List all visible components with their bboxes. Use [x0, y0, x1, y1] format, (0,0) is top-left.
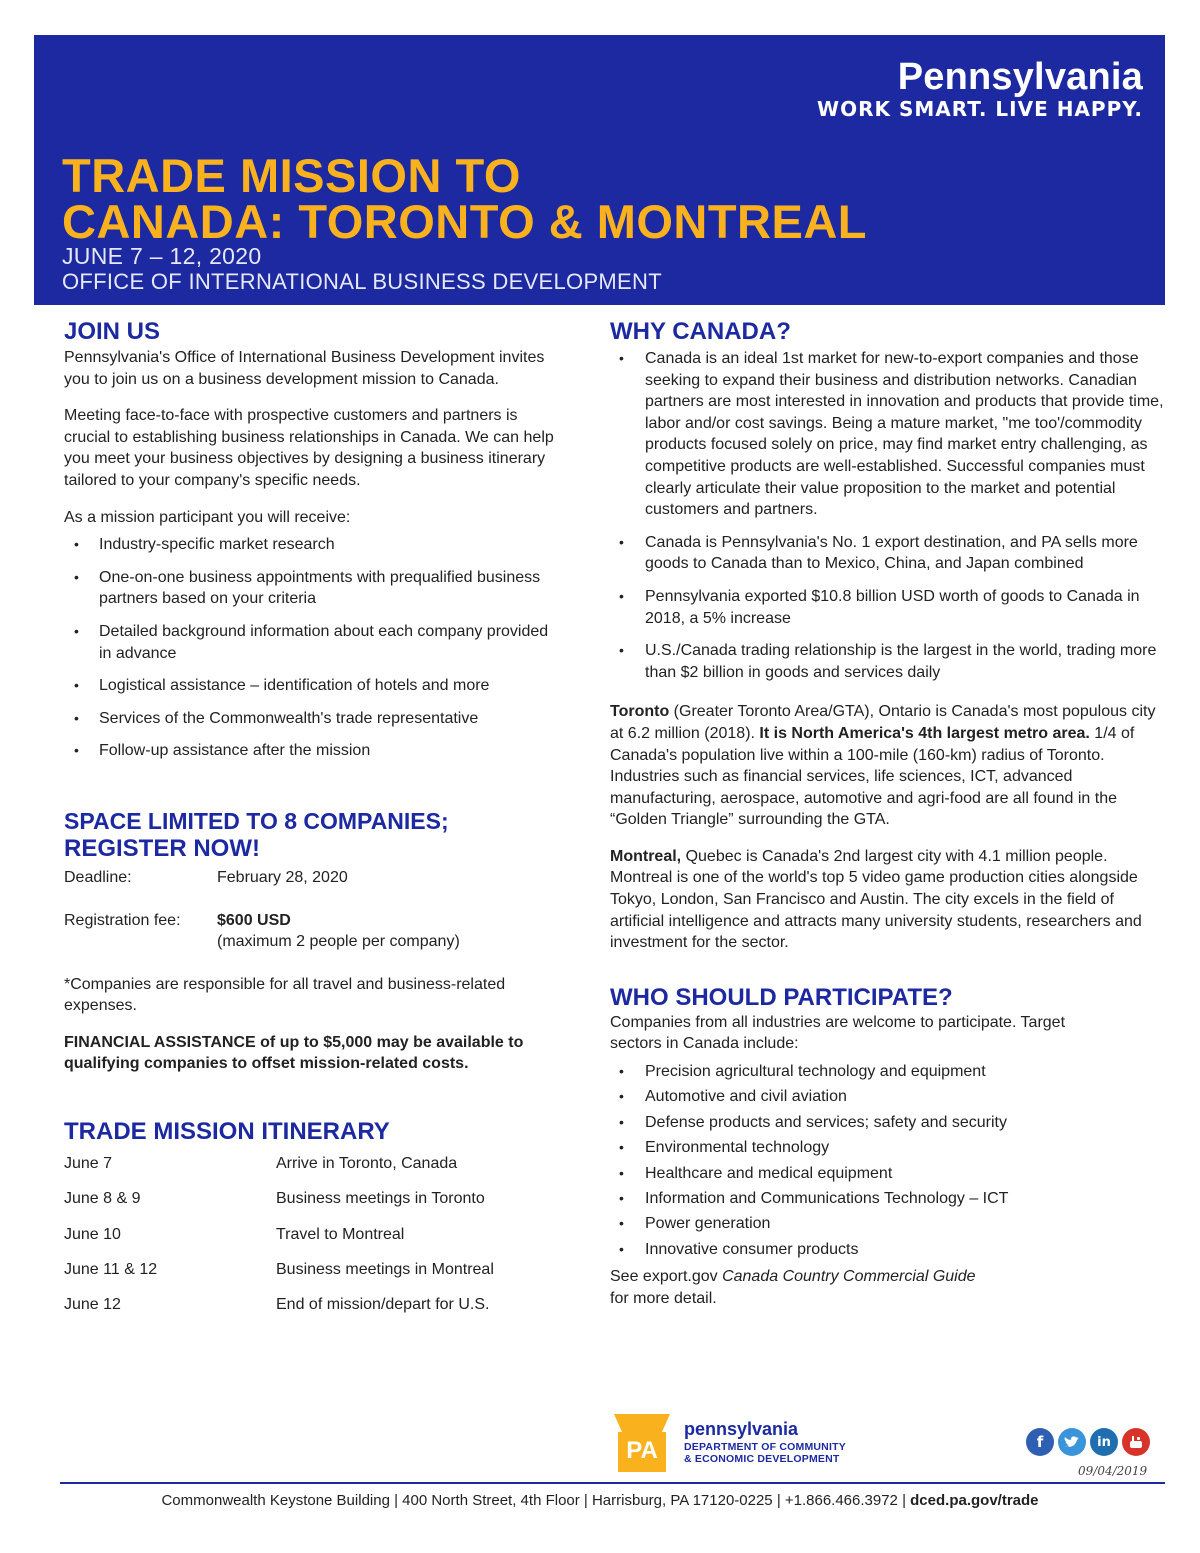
benefits-list	[64, 534, 564, 762]
why-canada-heading: WHY CANADA?	[610, 318, 791, 345]
join-us-heading: JOIN US	[64, 318, 161, 345]
itinerary-row: June 7 Arrive in Toronto, Canada	[64, 1155, 458, 1173]
list-item: • Precision agricultural technology and equipment	[610, 1061, 1170, 1083]
footer-divider	[60, 1482, 1165, 1484]
bullet-icon: •	[619, 1240, 624, 1257]
itinerary-row: June 8 & 9 Business meetings in Toronto	[64, 1190, 485, 1208]
footer-address: Commonwealth Keystone Building | 400 North Street, 4th Floor | Harrisburg, PA 17120-0225 | +1.866.466.3972 | dced.pa.gov/trade	[161, 1492, 1039, 1509]
list-item: • Pennsylvania exported $10.8 billion USD worth of goods to Canada in 2018, a 5% increase	[619, 587, 1140, 627]
brand-logo	[817, 57, 1143, 121]
title-line-2: CANADA: TORONTO & MONTREAL	[62, 195, 868, 248]
financial-assistance: FINANCIAL ASSISTANCE of up to $5,000 may be available to qualifying companies to offset mission-related costs.	[64, 1033, 524, 1073]
list-item: • U.S./Canada trading relationship is the largest in the world, trading more than $2 billion in goods and services daily	[619, 642, 1157, 681]
why-canada-list	[610, 348, 1170, 683]
bullet-icon: •	[619, 1164, 624, 1181]
deadline-label: Deadline:	[64, 868, 132, 886]
logo-department-1: DEPARTMENT OF COMMUNITY	[684, 1441, 846, 1453]
list-item: • Information and Communications Technology – ICT	[610, 1188, 1170, 1210]
expenses-note: *Companies are responsible for all travel and business-related expenses.	[64, 975, 506, 1015]
itinerary-row: June 12 End of mission/depart for U.S.	[64, 1296, 490, 1314]
list-item: • Healthcare and medical equipment	[610, 1163, 1170, 1185]
list-item: • Canada is Pennsylvania's No. 1 export destination, and PA sells more goods to Canada than to Mexico, China, and Japan combined	[619, 533, 1138, 573]
brand-name: Pennsylvania	[897, 56, 1143, 98]
facebook-icon[interactable]: f	[1026, 1428, 1054, 1456]
list-item: • Defense products and services; safety and security	[610, 1112, 1170, 1134]
list-item: • Industry-specific market research	[64, 534, 564, 556]
bullet-icon: •	[619, 1215, 624, 1232]
linkedin-icon[interactable]: in	[1090, 1428, 1118, 1456]
list-item: • Detailed background information about each company provided in advance	[74, 622, 549, 662]
bullet-icon: •	[619, 350, 624, 366]
bullet-icon: •	[74, 622, 79, 639]
social-links	[1026, 1428, 1150, 1456]
date-stamp: 09/04/2019	[1078, 1464, 1148, 1478]
join-us-paragraph-1: Pennsylvania's Office of International Business Development invites you to join us on a business development mission to Canada.	[64, 349, 545, 388]
bullet-icon: •	[74, 709, 79, 726]
bullet-icon: •	[74, 568, 79, 585]
list-item: • Power generation	[610, 1213, 1170, 1235]
bullet-icon: •	[619, 533, 624, 550]
bullet-icon: •	[619, 1113, 624, 1130]
bullet-icon: •	[74, 742, 79, 759]
montreal-paragraph: Montreal, Quebec is Canada's 2nd largest city with 4.1 million people. Montreal is one of the world's top 5 video game production cities alongside Tokyo, London, San Francisco and Austin. The city excels in the field of artificial intelligence and attracts many university students, researchers and investment for the sector.	[610, 847, 1142, 952]
join-us-paragraph-3: As a mission participant you will receive:	[64, 508, 351, 526]
list-item: • Services of the Commonwealth's trade representative	[64, 708, 564, 730]
list-item: • Innovative consumer products	[610, 1239, 1170, 1261]
join-us-paragraph-2: Meeting face-to-face with prospective customers and partners is crucial to establishing business relationships in Canada. We can help you meet your business objectives by designing a business itinerary tailored to your company's specific needs.	[64, 407, 554, 489]
bullet-icon: •	[619, 587, 624, 604]
list-item: • Environmental technology	[610, 1137, 1170, 1159]
bullet-icon: •	[619, 1139, 624, 1156]
fee-note: (maximum 2 people per company)	[217, 933, 460, 951]
itinerary-row: June 11 & 12 Business meetings in Montreal	[64, 1260, 494, 1278]
target-sectors-list	[610, 1061, 1170, 1260]
logo-department-2: & ECONOMIC DEVELOPMENT	[684, 1453, 840, 1465]
who-should-intro: Companies from all industries are welcome to participate. Target sectors in Canada include:	[610, 1013, 1066, 1053]
header-banner	[34, 35, 1165, 305]
bullet-icon: •	[74, 536, 79, 553]
footer-url[interactable]: dced.pa.gov/trade	[910, 1492, 1039, 1509]
title-line-1: TRADE MISSION TO	[62, 149, 521, 202]
bullet-icon: •	[74, 677, 79, 694]
list-item: • Logistical assistance – identification of hotels and more	[64, 675, 564, 697]
logo-name: pennsylvania	[684, 1419, 799, 1439]
list-item: • Follow-up assistance after the mission	[64, 740, 564, 762]
twitter-icon[interactable]	[1058, 1428, 1086, 1456]
right-column	[610, 318, 1170, 1310]
deadline-value: February 28, 2020	[217, 868, 348, 886]
youtube-icon[interactable]	[1122, 1428, 1150, 1456]
brand-tagline: WORK SMART. LIVE HAPPY.	[817, 97, 1143, 121]
fee-value: $600 USD	[217, 911, 291, 929]
guide-link[interactable]: Canada Country Commercial Guide	[722, 1268, 976, 1286]
itinerary-heading: TRADE MISSION ITINERARY	[64, 1118, 390, 1146]
bullet-icon: •	[619, 642, 624, 659]
page-title	[62, 149, 868, 248]
register-heading: SPACE LIMITED TO 8 COMPANIES; REGISTER NOW!	[64, 807, 449, 862]
who-should-heading: WHO SHOULD PARTICIPATE?	[610, 983, 953, 1011]
list-item: • Automotive and civil aviation	[610, 1086, 1170, 1108]
list-item: • One-on-one business appointments with prequalified business partners based on your criteria	[74, 568, 541, 608]
bullet-icon: •	[619, 1088, 624, 1105]
itinerary-row: June 10 Travel to Montreal	[64, 1225, 405, 1243]
logo-letters: PA	[626, 1437, 658, 1464]
see-more-note: See export.gov Canada Country Commercial Guide for more detail.	[610, 1268, 976, 1307]
keystone-icon	[612, 1412, 672, 1474]
dced-logo	[612, 1412, 872, 1474]
toronto-paragraph: Toronto (Greater Toronto Area/GTA), Ontario is Canada's most populous city at 6.2 million (2018). It is North America's 4th largest metro area. 1/4 of Canada's population live within a 100-mile (160-km) radius of Toronto. Industries such as financial services, life sciences, ICT, advanced manufacturing, aerospace, automotive and agri-food are all found in the “Golden Triangle” surrounding the GTA.	[610, 703, 1156, 829]
left-column	[64, 318, 564, 1330]
mission-dates: JUNE 7 – 12, 2020	[62, 243, 262, 269]
office-name: OFFICE OF INTERNATIONAL BUSINESS DEVELOPMENT	[62, 269, 662, 294]
bullet-icon: •	[619, 1189, 624, 1206]
deadline-row	[64, 867, 564, 889]
fee-label: Registration fee:	[64, 911, 181, 929]
fee-row	[64, 910, 564, 953]
itinerary-table	[64, 1153, 564, 1329]
bullet-icon: •	[619, 1063, 624, 1080]
list-item: • Canada is an ideal 1st market for new-to-export companies and those seeking to expand their business and distribution networks. Canadian partners are most interested in innovation and products that provide time, labor and/or cost savings. Being a mature market, "me too'/commodity products focused solely on price, may find market entry challenging, as competitive products are well-established. Successful companies must clearly articulate their value proposition to the market and potential customers and partners.	[619, 350, 1164, 519]
